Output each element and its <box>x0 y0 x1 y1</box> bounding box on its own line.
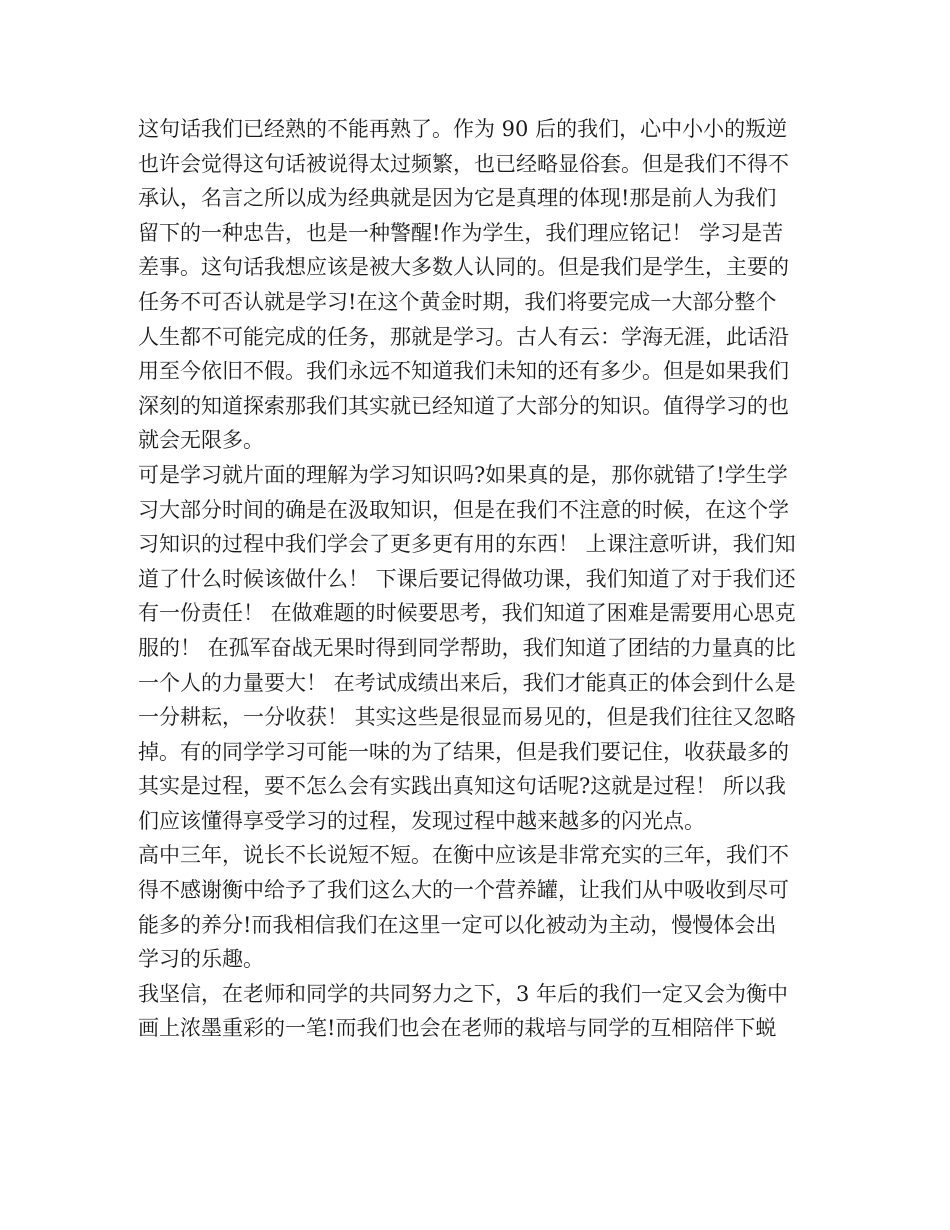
text-line: 任务不可否认就是学习!在这个黄金时期，我们将要完成一大部分整个 <box>138 289 777 314</box>
text-line: 可是学习就片面的理解为学习知识吗?如果真的是，那你就错了!学生学 <box>138 462 788 487</box>
essay-body-text <box>138 112 818 1046</box>
text-line: 这句话我们已经熟的不能再熟了。作为 90 后的我们，心中小小的叛逆 <box>138 117 788 141</box>
text-line: 一个人的力量要大！ 在考试成绩出来后，我们才能真正的体会到什么是 <box>138 670 796 695</box>
text-line: 其实是过程，要不怎么会有实践出真知这句话呢?这就是过程！ 所以我 <box>138 774 786 799</box>
text-line: 我坚信，在老师和同学的共同努力之下，3 年后的我们一定又会为衡中 <box>138 981 789 1006</box>
text-line: 高中三年，说长不长说短不短。在衡中应该是非常充实的三年，我们不 <box>138 843 789 868</box>
text-line: 得不感谢衡中给予了我们这么大的一个营养罐，让我们从中吸收到尽可 <box>138 878 789 903</box>
text-line: 一分耕耘，一分收获！ 其实这些是很显而易见的，但是我们往往又忽略 <box>138 705 796 730</box>
text-line: 也许会觉得这句话被说得太过频繁，也已经略显俗套。但是我们不得不 <box>138 151 789 176</box>
text-line: 留下的一种忠告，也是一种警醒!作为学生，我们理应铭记！ 学习是苦 <box>138 220 784 245</box>
text-line: 有一份责任！ 在做难题的时候要思考，我们知道了困难是需要用心思克 <box>138 601 796 626</box>
text-line: 学习的乐趣。 <box>138 947 264 972</box>
text-line: 服的！ 在孤军奋战无果时得到同学帮助，我们知道了团结的力量真的比 <box>138 635 796 660</box>
text-line: 用至今依旧不假。我们永远不知道我们未知的还有多少。但是如果我们 <box>138 359 789 384</box>
text-line: 人生都不可能完成的任务，那就是学习。古人有云：学海无涯，此话沿 <box>138 324 789 349</box>
text-line: 就会无限多。 <box>138 428 264 453</box>
text-line: 习知识的过程中我们学会了更多更有用的东西！ 上课注意听讲，我们知 <box>138 532 796 557</box>
text-line: 差事。这句话我想应该是被大多数人认同的。但是我们是学生，主要的 <box>138 255 789 280</box>
text-line: 深刻的知道探索那我们其实就已经知道了大部分的知识。值得学习的也 <box>138 393 789 418</box>
text-line: 掉。有的同学学习可能一味的为了结果，但是我们要记住，收获最多的 <box>138 739 789 764</box>
text-line: 承认，名言之所以成为经典就是因为它是真理的体现!那是前人为我们 <box>138 186 777 211</box>
text-line: 能多的养分!而我相信我们在这里一定可以化被动为主动，慢慢体会出 <box>138 912 777 937</box>
text-line: 习大部分时间的确是在汲取知识，但是在我们不注意的时候，在这个学 <box>138 497 789 522</box>
text-line: 道了什么时候该做什么！ 下课后要记得做功课，我们知道了对于我们还 <box>138 566 796 591</box>
text-line: 画上浓墨重彩的一笔!而我们也会在老师的栽培与同学的互相陪伴下蜕 <box>138 1016 777 1041</box>
text-line: 们应该懂得享受学习的过程，发现过程中越来越多的闪光点。 <box>138 808 705 833</box>
